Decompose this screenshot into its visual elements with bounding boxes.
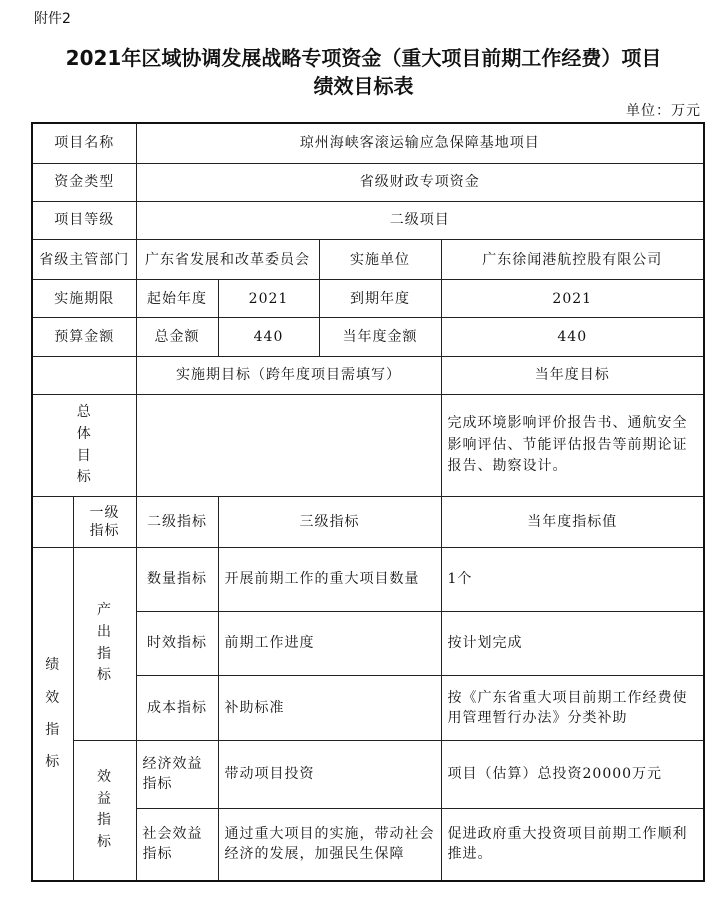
level2-cell: 时效指标: [136, 611, 218, 675]
table-row: [32, 163, 704, 201]
start-year-value: 2021: [218, 280, 319, 318]
blank-cell: [32, 356, 136, 394]
attachment-label: 附件2: [34, 11, 71, 27]
table-row: [32, 356, 704, 394]
current-amount-label: 当年度金额: [319, 318, 441, 356]
level2-cell: 成本指标: [136, 676, 218, 740]
value-cell: 按计划完成: [441, 611, 704, 675]
impl-unit-label: 实施单位: [319, 240, 441, 280]
table-row: [32, 240, 704, 280]
level2-cell: 经济效益指标: [136, 740, 218, 808]
document-subtitle: 绩效目标表: [313, 74, 414, 98]
end-year-value: 2021: [441, 280, 704, 318]
project-level-label: 项目等级: [32, 201, 136, 239]
value-cell: 按《广东省重大项目前期工作经费使用管理暂行办法》分类补助: [441, 676, 704, 740]
total-amount-label: 总金额: [136, 318, 218, 356]
level3-header: 三级指标: [218, 497, 441, 547]
start-year-label: 起始年度: [136, 280, 218, 318]
budget-label: 预算金额: [32, 318, 136, 356]
unit-label: 单位：万元: [626, 103, 701, 119]
current-value-header: 当年度指标值: [441, 497, 704, 547]
period-goal-header: 实施期目标（跨年度项目需填写）: [136, 356, 441, 394]
table-row: [32, 497, 704, 547]
output-indicator-label: 产 出 指 标: [73, 547, 136, 740]
dept-label: 省级主管部门: [32, 240, 136, 280]
project-name-value: 琼州海峡客滚运输应急保障基地项目: [136, 123, 704, 163]
value-cell: 项目（估算）总投资20000万元: [441, 740, 704, 808]
level2-header: 二级指标: [136, 497, 218, 547]
table-row: [32, 201, 704, 239]
table-row: [32, 394, 704, 497]
current-goal-header: 当年度目标: [441, 356, 704, 394]
table-row: [32, 123, 704, 163]
dept-value: 广东省发展和改革委员会: [136, 240, 319, 280]
level3-cell: 通过重大项目的实施，带动社会经济的发展，加强民生保障: [218, 808, 441, 881]
table-row: [32, 280, 704, 318]
performance-goal-table: [31, 122, 705, 882]
period-goal-value: [136, 394, 441, 497]
table-row: [32, 547, 704, 611]
current-goal-value: 完成环境影响评价报告书、通航安全影响评估、节能评估报告等前期论证报告、勘察设计。: [441, 394, 704, 497]
level1-header: 一级 指标: [73, 497, 136, 547]
level3-cell: 前期工作进度: [218, 611, 441, 675]
blank-cell: [32, 497, 73, 547]
level3-cell: 开展前期工作的重大项目数量: [218, 547, 441, 611]
impl-period-label: 实施期限: [32, 280, 136, 318]
table-row: [32, 318, 704, 356]
level3-cell: 补助标准: [218, 676, 441, 740]
table-row: [32, 740, 704, 808]
current-amount-value: 440: [441, 318, 704, 356]
level2-cell: 数量指标: [136, 547, 218, 611]
end-year-label: 到期年度: [319, 280, 441, 318]
value-cell: 促进政府重大投资项目前期工作顺利推进。: [441, 808, 704, 881]
project-level-value: 二级项目: [136, 201, 704, 239]
performance-indicator-label: 绩 效 指 标: [32, 547, 73, 881]
document-title: 2021年区域协调发展战略专项资金（重大项目前期工作经费）项目: [65, 46, 662, 70]
project-name-label: 项目名称: [32, 123, 136, 163]
overall-goal-label: 总 体 目 标: [32, 394, 136, 497]
fund-type-value: 省级财政专项资金: [136, 163, 704, 201]
level3-cell: 带动项目投资: [218, 740, 441, 808]
total-amount-value: 440: [218, 318, 319, 356]
benefit-indicator-label: 效 益 指 标: [73, 740, 136, 881]
value-cell: 1个: [441, 547, 704, 611]
level2-cell: 社会效益指标: [136, 808, 218, 881]
impl-unit-value: 广东徐闻港航控股有限公司: [441, 240, 704, 280]
fund-type-label: 资金类型: [32, 163, 136, 201]
